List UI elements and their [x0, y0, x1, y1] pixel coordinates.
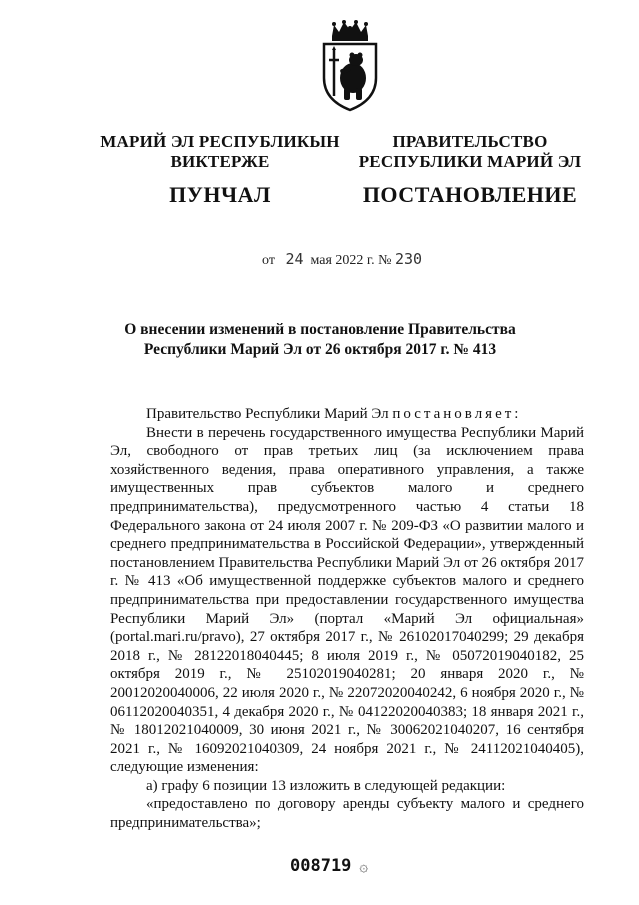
document-body	[110, 405, 584, 833]
lead-text: Правительство Республики Марий Эл	[146, 406, 389, 422]
coat-of-arms-icon	[320, 20, 380, 112]
header-right-block	[355, 132, 585, 210]
header-left-block	[95, 132, 345, 210]
header-right-doc-type: ПОСТАНОВЛЕНИЕ	[362, 182, 578, 207]
serial-number: 008719	[290, 856, 352, 876]
quoted-text: «предоставлено по договору аренды субъекту малого и среднего предпринимательства»;	[110, 796, 584, 832]
ornament-mark: ۞	[359, 857, 369, 875]
footer-serial	[290, 856, 368, 876]
date-month-year: мая 2022 г. №	[310, 253, 392, 268]
header-right-line2: РЕСПУБЛИКИ МАРИЙ ЭЛ	[358, 152, 582, 171]
header-left-doc-type: ПУНЧАЛ	[169, 182, 271, 207]
header-left-line1: МАРИЙ ЭЛ РЕСПУБЛИКЫН	[100, 132, 340, 151]
paragraph-1: Внести в перечень государственного имущества Республики Марий Эл, свободного от прав третьих лиц (за исключением права хозяйственного ведения, права оперативного управления, а также имущественных прав субъектов малого и среднего предпринимательства), предусмотренного частью 4 статьи 18 Федерального закона от 24 июля 2007 г. № 209-ФЗ «О развитии малого и среднего предпринимательства в Российской Федерации», утвержденный постановлением Правительства Республики Марий Эл от 26 октября 2017 г. № 413 «Об имущественной поддержке субъектов малого и среднего предпринимательства при предоставлении государственного имущества Республики Марий Эл» (портал «Марий Эл официальная» (portal.mari.ru/pravo), 27 октября 2017 г., № 26102017040299; 29 декабря 2018 г., № 28122018040445; 8 июля 2019 г., № 05072019040182, 25 октября 2019 г., № 25102019040281; 20 января 2020 г., № 20012020040006, 22 июля 2020 г., № 22072020040242, 6 ноября 2020 г., № 06112020040351, 4 декабря 2020 г., № 04122020040383; 18 января 2021 г., № 18012021040009, 30 июня 2021 г., № 30062021040207, 16 сентября 2021 г., № 16092021040309, 24 ноября 2021 г., № 24112021040405), следующие изменения:	[110, 424, 584, 776]
title-line1: О внесении изменений в постановление Правительства	[124, 321, 516, 338]
item-a: а) графу 6 позиции 13 изложить в следующей редакции:	[146, 777, 506, 794]
header-right-line1: ПРАВИТЕЛЬСТВО	[392, 132, 548, 151]
date-day: 24	[285, 250, 304, 268]
date-line	[262, 250, 422, 269]
lead-paragraph	[110, 405, 584, 424]
header-left-line2: ВИКТЕРЖЕ	[170, 152, 270, 171]
title-line2: Республики Марий Эл от 26 октября 2017 г. № 413	[143, 341, 497, 358]
document-title	[60, 320, 580, 360]
date-prefix: от	[262, 253, 275, 268]
lead-verb: постановляет:	[392, 406, 522, 422]
document-number: 230	[394, 250, 423, 268]
